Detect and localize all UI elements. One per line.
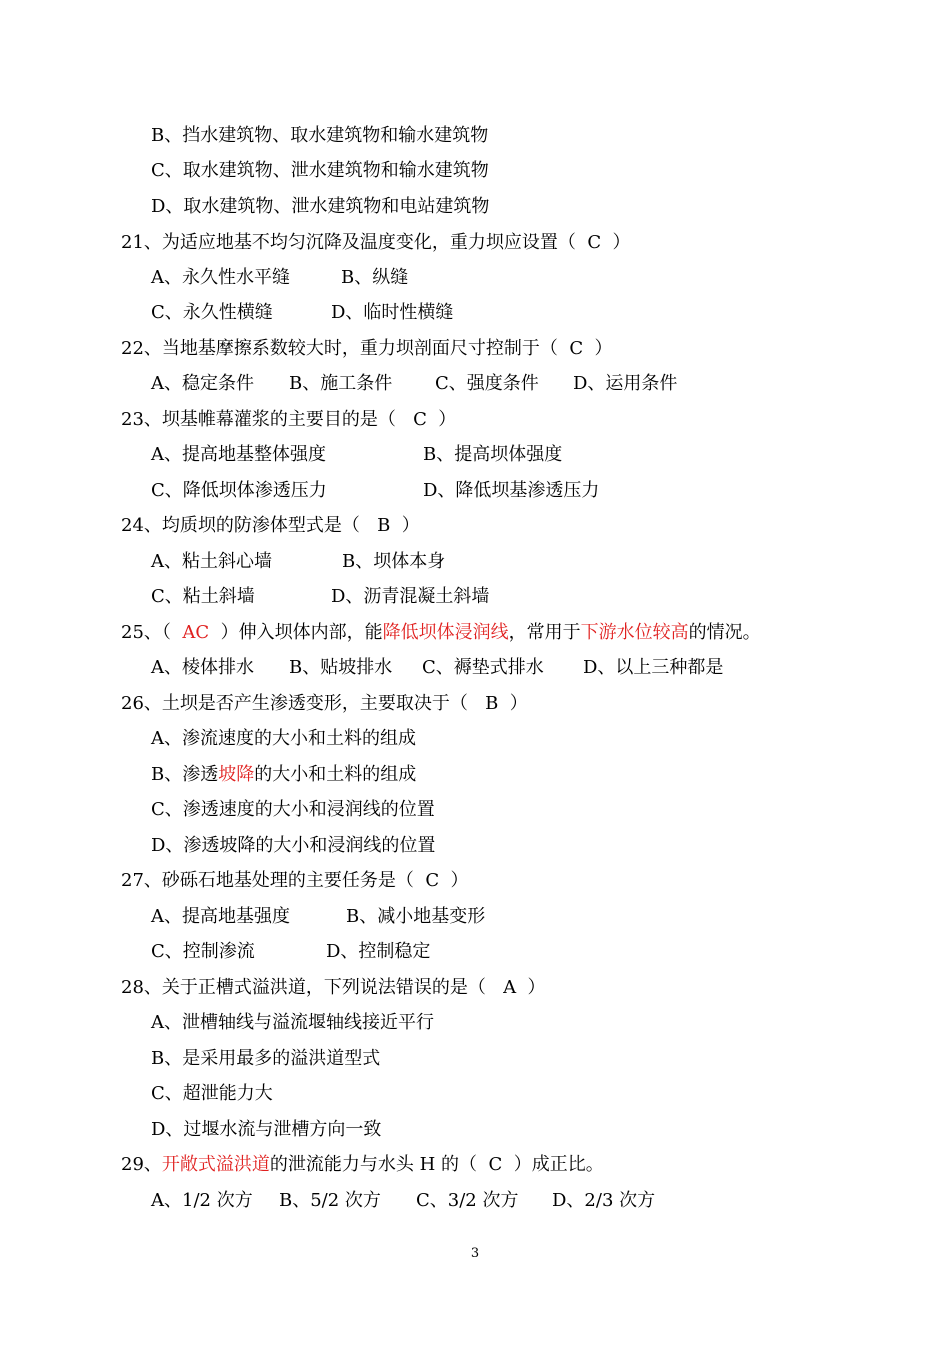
option-c: C、超泄能力大	[151, 1083, 273, 1104]
options-row	[151, 476, 751, 506]
option-d: D、控制稳定	[326, 941, 431, 962]
option-d: D、2/3 次方	[552, 1190, 656, 1211]
option-a: A、渗流速度的大小和土料的组成	[151, 728, 416, 749]
option-d: D、运用条件	[573, 373, 678, 394]
option-line	[151, 1115, 381, 1145]
option-a: A、1/2 次方	[151, 1190, 253, 1211]
option-b: B、提高坝体强度	[423, 444, 563, 465]
option-d: D、降低坝基渗透压力	[423, 480, 600, 501]
option-a: A、提高地基整体强度	[151, 444, 326, 465]
question-text: 27、砂砾石地基处理的主要任务是（ C ）	[121, 870, 469, 891]
question-text: 的情况。	[688, 622, 761, 643]
option-c: C、永久性横缝	[151, 302, 273, 323]
key-phrase-highlight: 降低坝体浸润线	[382, 622, 509, 643]
key-phrase-highlight: 开敞式溢洪道	[161, 1154, 270, 1175]
option-a: A、粘土斜心墙	[151, 551, 272, 572]
option-d: D、渗透坡降的大小和浸润线的位置	[151, 835, 436, 856]
options-row	[151, 440, 751, 470]
option-line	[151, 1008, 434, 1038]
question-22	[121, 334, 613, 364]
question-23	[121, 405, 456, 435]
option-line	[151, 1044, 380, 1074]
answer-highlight: AC	[182, 622, 210, 643]
question-27	[121, 866, 469, 896]
option-b: 的大小和土料的组成	[254, 764, 417, 785]
option-d: D、过堰水流与泄槽方向一致	[151, 1119, 382, 1140]
question-text: 29、	[121, 1154, 162, 1175]
question-text: 25、（	[121, 622, 183, 643]
option-c: C、3/2 次方	[416, 1190, 519, 1211]
option-c: C、粘土斜墙	[151, 586, 255, 607]
options-row	[151, 937, 651, 967]
question-text: 的泄流能力与水头 H 的（ C ）成正比。	[269, 1154, 604, 1175]
question-24	[121, 511, 420, 541]
question-text: 21、为适应地基不均匀沉降及温度变化，重力坝应设置（ C ）	[121, 232, 631, 253]
key-phrase-highlight: 下游水位较高	[580, 622, 689, 643]
option-b: B、纵缝	[341, 267, 409, 288]
option-a: A、提高地基强度	[151, 906, 290, 927]
question-25	[121, 618, 761, 648]
option-line	[151, 795, 435, 825]
options-row	[151, 902, 651, 932]
page-number: 3	[470, 1246, 480, 1261]
option-b: B、减小地基变形	[346, 906, 486, 927]
question-text: 28、关于正槽式溢洪道，下列说法错误的是（ A ）	[121, 977, 546, 998]
option-a: A、稳定条件	[151, 373, 254, 394]
option-c: C、强度条件	[435, 373, 539, 394]
option-b: B、渗透	[151, 764, 219, 785]
option-a: A、永久性水平缝	[151, 267, 290, 288]
option-b: B、贴坡排水	[289, 657, 393, 678]
option-b: B、5/2 次方	[279, 1190, 381, 1211]
option-d: D、以上三种都是	[583, 657, 724, 678]
question-text: 24、均质坝的防渗体型式是（ B ）	[121, 515, 420, 536]
option-text: B、挡水建筑物、取水建筑物和输水建筑物	[151, 125, 489, 146]
options-row	[151, 582, 651, 612]
option-a: A、棱体排水	[151, 657, 254, 678]
question-text: 23、坝基帷幕灌浆的主要目的是（ C ）	[121, 409, 457, 430]
option-c: C、降低坝体渗透压力	[151, 480, 327, 501]
option-line	[151, 192, 489, 222]
option-c: C、控制渗流	[151, 941, 255, 962]
option-line	[151, 156, 489, 186]
option-d: D、沥青混凝土斜墙	[331, 586, 490, 607]
question-text: ，常用于	[508, 622, 581, 643]
question-21	[121, 228, 631, 258]
option-text: C、取水建筑物、泄水建筑物和输水建筑物	[151, 160, 489, 181]
option-text: D、取水建筑物、泄水建筑物和电站建筑物	[151, 196, 490, 217]
option-line	[151, 724, 416, 754]
options-row	[151, 369, 751, 399]
option-a: A、泄槽轴线与溢流堰轴线接近平行	[151, 1012, 434, 1033]
option-c: C、渗透速度的大小和浸润线的位置	[151, 799, 435, 820]
question-text: ）伸入坝体内部，能	[209, 622, 383, 643]
options-row	[151, 298, 651, 328]
options-row	[151, 263, 651, 293]
option-b: B、是采用最多的溢洪道型式	[151, 1048, 381, 1069]
options-row	[151, 653, 791, 683]
option-b: B、施工条件	[289, 373, 393, 394]
option-c: C、褥垫式排水	[422, 657, 544, 678]
option-b: B、坝体本身	[342, 551, 446, 572]
question-28	[121, 973, 546, 1003]
question-text: 22、当地基摩擦系数较大时，重力坝剖面尺寸控制于（ C ）	[121, 338, 613, 359]
option-line	[151, 121, 488, 151]
question-29	[121, 1150, 604, 1180]
options-row	[151, 1186, 751, 1216]
option-line	[151, 760, 416, 790]
question-26	[121, 689, 528, 719]
option-d: D、临时性横缝	[331, 302, 454, 323]
option-line	[151, 831, 435, 861]
options-row	[151, 547, 651, 577]
key-phrase-highlight: 坡降	[218, 764, 255, 785]
option-line	[151, 1079, 273, 1109]
question-text: 26、土坝是否产生渗透变形，主要取决于（ B ）	[121, 693, 528, 714]
